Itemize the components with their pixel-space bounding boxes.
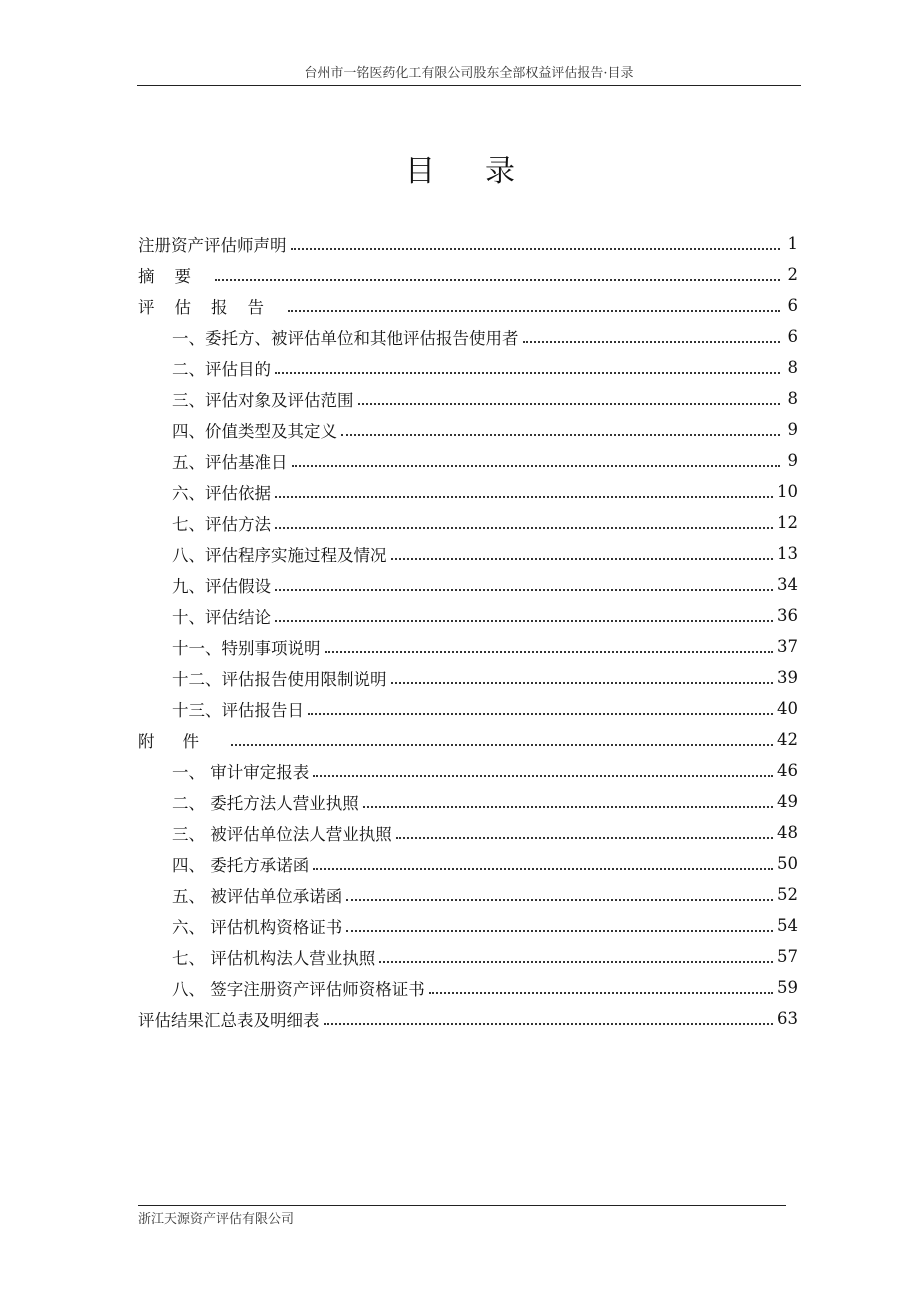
toc-entry-label: 六、 评估机构资格证书	[172, 917, 343, 937]
toc-entry[interactable]	[138, 817, 798, 848]
toc-leader-dots	[275, 620, 773, 622]
toc-entry-label: 四、价值类型及其定义	[172, 421, 337, 441]
toc-entry-page: 2	[787, 265, 798, 284]
toc-entry-page: 13	[777, 544, 798, 563]
toc-leader-dots	[275, 372, 780, 374]
toc-entry[interactable]	[138, 569, 798, 600]
toc-entry-label: 注册资产评估师声明	[138, 235, 287, 255]
toc-leader-dots	[325, 651, 774, 653]
toc-entry-label: 十一、特别事项说明	[172, 638, 321, 658]
toc-leader-dots	[341, 434, 780, 436]
toc-entry[interactable]	[138, 972, 798, 1003]
toc-entry[interactable]	[138, 259, 798, 290]
toc-entry[interactable]	[138, 383, 798, 414]
toc-entry-page: 48	[777, 823, 798, 842]
toc-entry[interactable]	[138, 538, 798, 569]
toc-leader-dots	[324, 1023, 774, 1025]
toc-entry-page: 39	[777, 668, 798, 687]
toc-leader-dots	[391, 558, 774, 560]
toc-entry-page: 37	[777, 637, 798, 656]
toc-entry-label: 八、评估程序实施过程及情况	[172, 545, 387, 565]
toc-leader-dots	[379, 961, 773, 963]
toc-leader-dots	[215, 279, 780, 281]
toc-entry[interactable]	[138, 321, 798, 352]
toc-entry-page: 54	[777, 916, 798, 935]
toc-entry-label: 评估结果汇总表及明细表	[138, 1010, 320, 1030]
toc-entry-label: 一、 审计审定报表	[172, 762, 310, 782]
toc-entry-label: 三、评估对象及评估范围	[172, 390, 354, 410]
toc-leader-dots	[346, 899, 773, 901]
toc-entry-page: 10	[777, 482, 798, 501]
toc-entry-page: 36	[777, 606, 798, 625]
toc-entry-label: 十二、评估报告使用限制说明	[172, 669, 387, 689]
toc-entry[interactable]	[138, 507, 798, 538]
toc-entry-page: 46	[777, 761, 798, 780]
toc-entry[interactable]	[138, 662, 798, 693]
toc-entry[interactable]	[138, 786, 798, 817]
toc-entry-label: 一、委托方、被评估单位和其他评估报告使用者	[172, 328, 519, 348]
footer-rule	[138, 1205, 786, 1206]
toc-entry[interactable]	[138, 228, 798, 259]
toc-leader-dots	[275, 589, 773, 591]
toc-leader-dots	[363, 806, 773, 808]
toc-entry[interactable]	[138, 879, 798, 910]
toc-entry-label: 十三、评估报告日	[172, 700, 304, 720]
toc-entry-label: 四、 委托方承诺函	[172, 855, 310, 875]
toc-entry[interactable]	[138, 941, 798, 972]
toc-entry-label: 摘要	[138, 266, 211, 286]
toc-leader-dots	[523, 341, 781, 343]
toc-entry-label: 三、 被评估单位法人营业执照	[172, 824, 392, 844]
toc-entry-label: 二、评估目的	[172, 359, 271, 379]
header-rule	[137, 85, 801, 86]
toc-entry-page: 42	[777, 730, 798, 749]
toc-leader-dots	[292, 465, 781, 467]
toc-leader-dots	[275, 527, 773, 529]
page-footer: 浙江天源资产评估有限公司	[138, 1212, 295, 1227]
toc-leader-dots	[313, 775, 773, 777]
toc-entry-label: 十、评估结论	[172, 607, 271, 627]
toc-entry[interactable]	[138, 693, 798, 724]
toc-leader-dots	[231, 744, 773, 746]
toc-leader-dots	[288, 310, 780, 312]
toc-leader-dots	[308, 713, 773, 715]
table-of-contents	[138, 228, 798, 1034]
toc-entry[interactable]	[138, 352, 798, 383]
toc-entry-label: 七、 评估机构法人营业执照	[172, 948, 376, 968]
toc-entry-page: 34	[777, 575, 798, 594]
toc-leader-dots	[358, 403, 781, 405]
toc-entry[interactable]	[138, 848, 798, 879]
toc-entry-page: 57	[777, 947, 798, 966]
toc-entry[interactable]	[138, 445, 798, 476]
toc-leader-dots	[291, 248, 781, 250]
toc-entry-page: 8	[787, 358, 798, 377]
toc-entry-page: 9	[787, 420, 798, 439]
toc-entry-page: 63	[777, 1009, 798, 1028]
toc-entry-page: 12	[777, 513, 798, 532]
page-header: 台州市一铭医药化工有限公司股东全部权益评估报告·目录	[304, 66, 634, 81]
toc-entry-label: 八、 签字注册资产评估师资格证书	[172, 979, 425, 999]
toc-entry[interactable]	[138, 600, 798, 631]
toc-leader-dots	[391, 682, 774, 684]
toc-entry[interactable]	[138, 631, 798, 662]
toc-leader-dots	[396, 837, 773, 839]
toc-leader-dots	[429, 992, 773, 994]
toc-entry-page: 50	[777, 854, 798, 873]
toc-entry-page: 40	[777, 699, 798, 718]
toc-entry-label: 九、评估假设	[172, 576, 271, 596]
toc-entry[interactable]	[138, 1003, 798, 1034]
toc-leader-dots	[313, 868, 773, 870]
toc-entry[interactable]	[138, 290, 798, 321]
toc-entry-label: 七、评估方法	[172, 514, 271, 534]
toc-entry-page: 9	[787, 451, 798, 470]
toc-entry[interactable]	[138, 910, 798, 941]
toc-entry-label: 评估报告	[138, 297, 284, 317]
toc-entry[interactable]	[138, 724, 798, 755]
toc-entry[interactable]	[138, 414, 798, 445]
toc-entry[interactable]	[138, 476, 798, 507]
toc-leader-dots	[275, 496, 773, 498]
toc-entry-label: 二、 委托方法人营业执照	[172, 793, 359, 813]
toc-entry-label: 六、评估依据	[172, 483, 271, 503]
toc-entry-page: 59	[777, 978, 798, 997]
toc-leader-dots	[346, 930, 773, 932]
toc-entry-label: 五、 被评估单位承诺函	[172, 886, 343, 906]
toc-entry-page: 49	[777, 792, 798, 811]
toc-entry-page: 1	[787, 234, 798, 253]
page-title: 目录	[405, 154, 565, 189]
toc-entry-page: 6	[787, 327, 798, 346]
toc-entry-page: 8	[787, 389, 798, 408]
toc-entry[interactable]	[138, 755, 798, 786]
toc-entry-label: 五、评估基准日	[172, 452, 288, 472]
toc-entry-page: 6	[787, 296, 798, 315]
toc-entry-label: 附件	[138, 731, 227, 751]
toc-entry-page: 52	[777, 885, 798, 904]
